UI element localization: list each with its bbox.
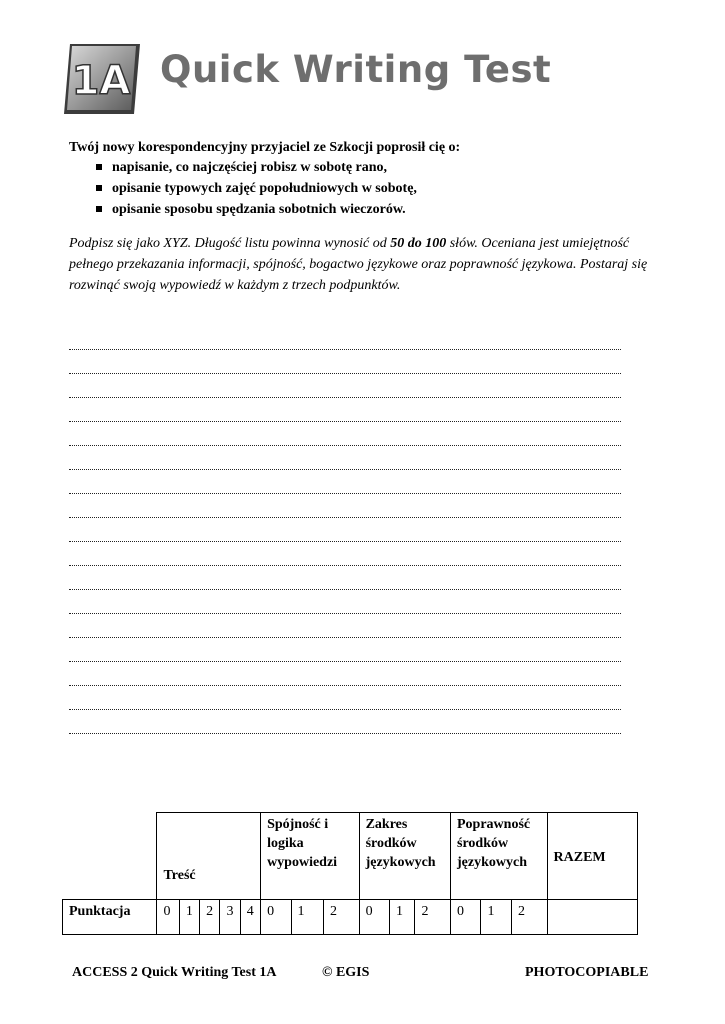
score-cell[interactable]: 1 — [291, 900, 324, 935]
task-bullet-list — [96, 158, 417, 221]
task-intro: Twój nowy korespondencyjny przyjaciel ze Szkocji poprosił cię o: — [69, 140, 461, 155]
badge-shape-icon — [62, 40, 142, 118]
score-cell[interactable]: 1 — [481, 900, 511, 935]
page-header — [62, 40, 582, 120]
score-cell[interactable]: 2 — [324, 900, 360, 935]
score-cell[interactable]: 4 — [240, 900, 260, 935]
writing-line[interactable] — [69, 566, 621, 590]
writing-line[interactable] — [69, 422, 621, 446]
writing-line[interactable] — [69, 518, 621, 542]
score-table — [62, 812, 638, 935]
writing-line[interactable] — [69, 374, 621, 398]
score-cell[interactable]: 2 — [200, 900, 220, 935]
score-cell[interactable]: 0 — [261, 900, 291, 935]
score-points-row — [63, 900, 638, 935]
test-badge — [62, 40, 142, 118]
score-cell[interactable]: 0 — [157, 900, 179, 935]
page-title: Quick Writing Test — [160, 48, 552, 91]
score-cell[interactable]: 0 — [359, 900, 389, 935]
score-header-blank — [63, 813, 157, 900]
writing-line[interactable] — [69, 662, 621, 686]
writing-line[interactable] — [69, 470, 621, 494]
score-cell[interactable]: 0 — [451, 900, 481, 935]
score-total-cell[interactable] — [547, 900, 637, 935]
score-category: Poprawność środków językowych — [451, 813, 548, 900]
writing-line[interactable] — [69, 326, 621, 350]
writing-line[interactable] — [69, 542, 621, 566]
badge-label: 1A — [71, 58, 131, 104]
footer-left: ACCESS 2 Quick Writing Test 1A — [72, 965, 277, 980]
score-category: Spójność i logika wypowiedzi — [261, 813, 360, 900]
score-cell[interactable]: 1 — [179, 900, 199, 935]
instructions-word-count: 50 do 100 — [390, 236, 447, 251]
task-bullet: opisanie typowych zajęć popołudniowych w sobotę, — [96, 179, 417, 200]
writing-line[interactable] — [69, 638, 621, 662]
writing-line[interactable] — [69, 494, 621, 518]
task-instructions — [69, 233, 659, 296]
score-cell[interactable]: 2 — [511, 900, 547, 935]
writing-line[interactable] — [69, 686, 621, 710]
task-bullet: opisanie sposobu spędzania sobotnich wieczorów. — [96, 200, 417, 221]
score-cell[interactable]: 3 — [220, 900, 240, 935]
writing-area[interactable] — [69, 326, 621, 734]
writing-line[interactable] — [69, 446, 621, 470]
writing-line[interactable] — [69, 614, 621, 638]
instructions-part-b: słów. Oceniana jest umiejętność pełnego przekazania informacji, spójność, bogactwo językowe oraz poprawność językowa. Postaraj się rozwinąć swoją wypowiedź w każdym z trzech podpunktów. — [69, 236, 648, 293]
score-cell[interactable]: 2 — [415, 900, 451, 935]
instructions-part-a: Podpisz się jako XYZ. Długość listu powinna wynosić od — [69, 236, 391, 251]
writing-line[interactable] — [69, 398, 621, 422]
score-total-header: RAZEM — [547, 813, 637, 900]
footer-right: PHOTOCOPIABLE — [525, 965, 649, 980]
score-cell[interactable]: 1 — [390, 900, 415, 935]
footer-center: © EGIS — [322, 965, 370, 980]
score-header-row — [63, 813, 638, 900]
score-category: Zakres środków językowych — [359, 813, 450, 900]
score-row-label: Punktacja — [63, 900, 157, 935]
writing-line[interactable] — [69, 590, 621, 614]
writing-line[interactable] — [69, 350, 621, 374]
task-bullet: napisanie, co najczęściej robisz w sobotę rano, — [96, 158, 417, 179]
score-category: Treść — [157, 813, 261, 900]
writing-line[interactable] — [69, 710, 621, 734]
